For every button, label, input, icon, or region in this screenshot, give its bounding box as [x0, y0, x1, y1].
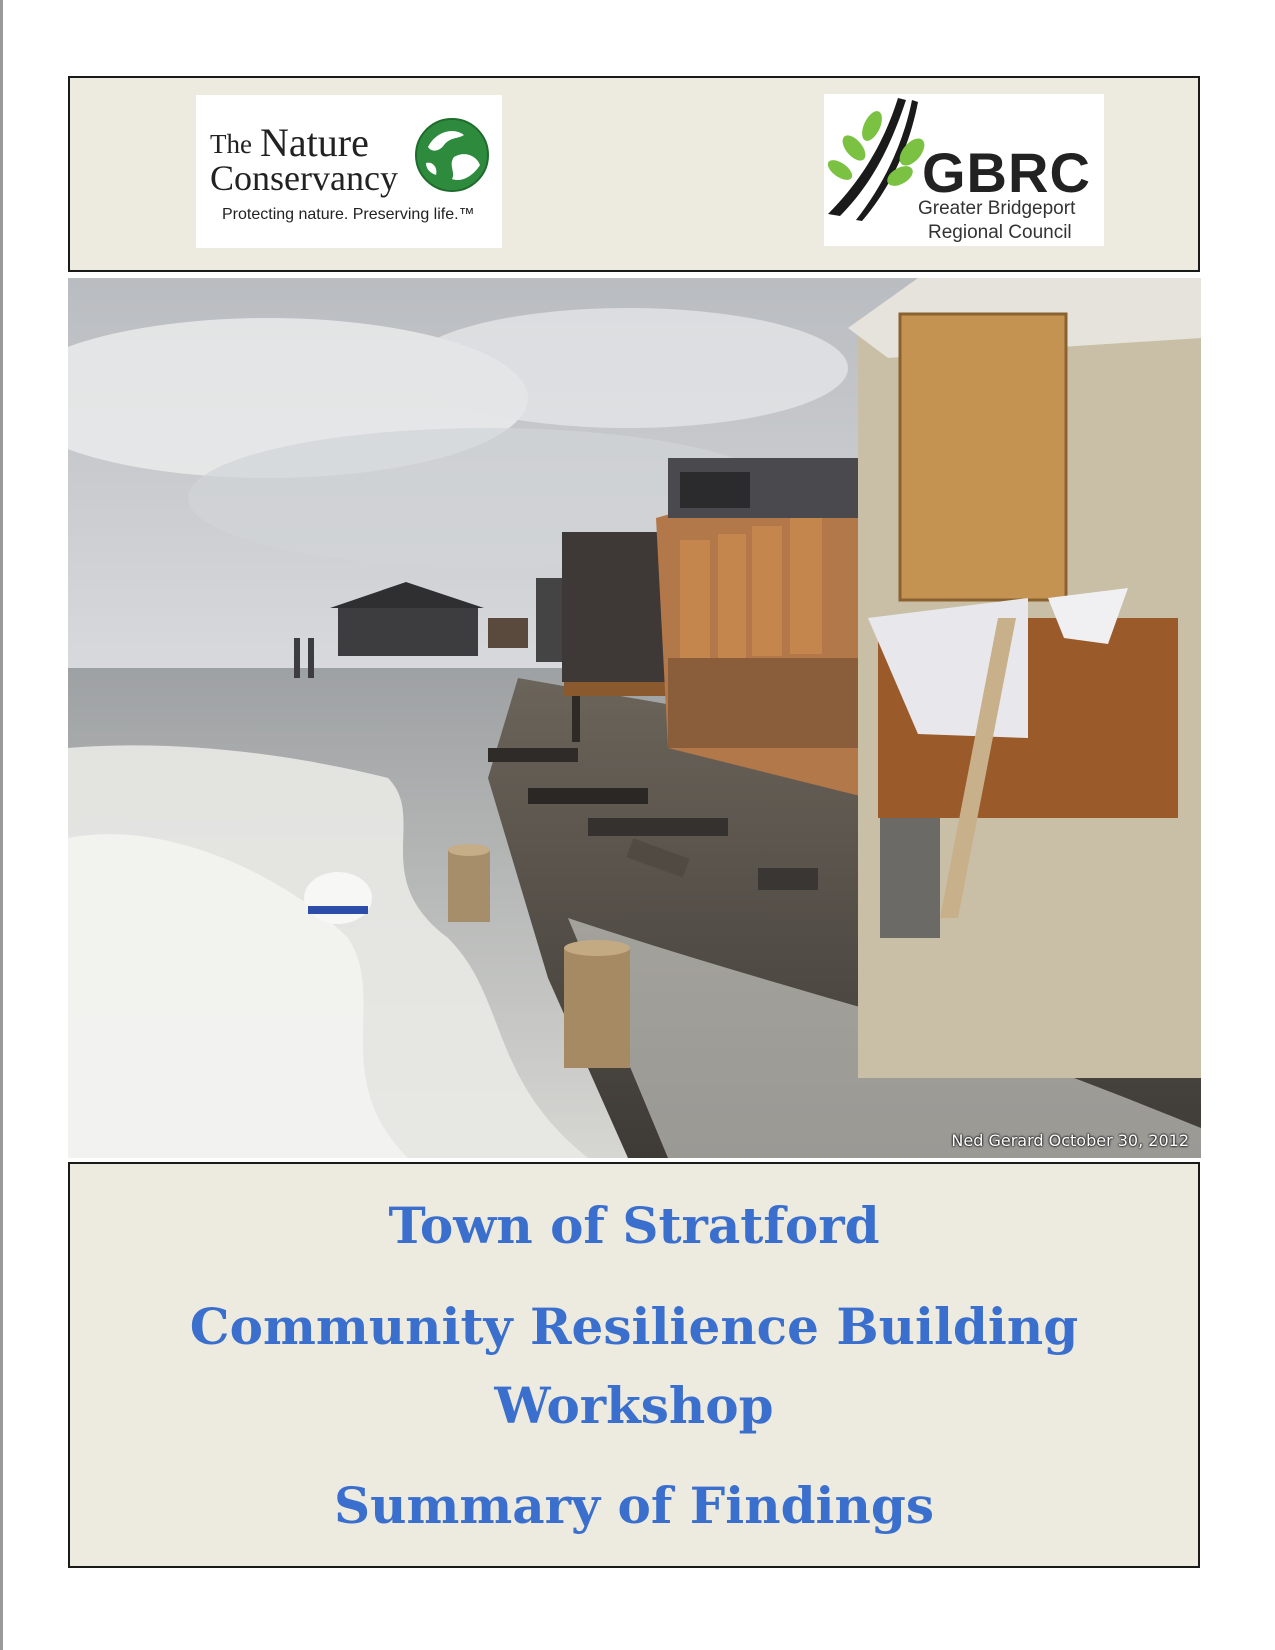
globe-icon — [414, 117, 490, 193]
title-band — [68, 1162, 1200, 1568]
gbrc-acronym: GBRC — [922, 141, 1091, 204]
tnc-logo-conservancy: Conservancy — [210, 158, 398, 198]
gbrc-name-line2: Regional Council — [928, 222, 1072, 243]
nature-conservancy-logo — [196, 95, 502, 248]
logo-band — [68, 76, 1200, 272]
tnc-tagline: Protecting nature. Preserving life.™ — [222, 206, 475, 223]
tnc-logo-the: The — [210, 129, 252, 159]
report-title-town: Town of Stratford — [388, 1196, 880, 1255]
report-title-line2: Community Resilience Building — [189, 1297, 1079, 1356]
report-subtitle: Summary of Findings — [334, 1476, 934, 1535]
road-leaf-icon — [826, 96, 926, 226]
gbrc-logo — [824, 94, 1104, 246]
page-edge-rule — [0, 0, 3, 1650]
report-title-line3: Workshop — [494, 1376, 774, 1435]
tnc-logo-nature: Nature — [260, 120, 369, 165]
gbrc-name-line1: Greater Bridgeport — [918, 198, 1076, 219]
photo-credit: Ned Gerard October 30, 2012 — [951, 1131, 1189, 1150]
coastal-flooding-illustration — [68, 278, 1201, 1158]
storm-surge-photo — [68, 278, 1201, 1158]
